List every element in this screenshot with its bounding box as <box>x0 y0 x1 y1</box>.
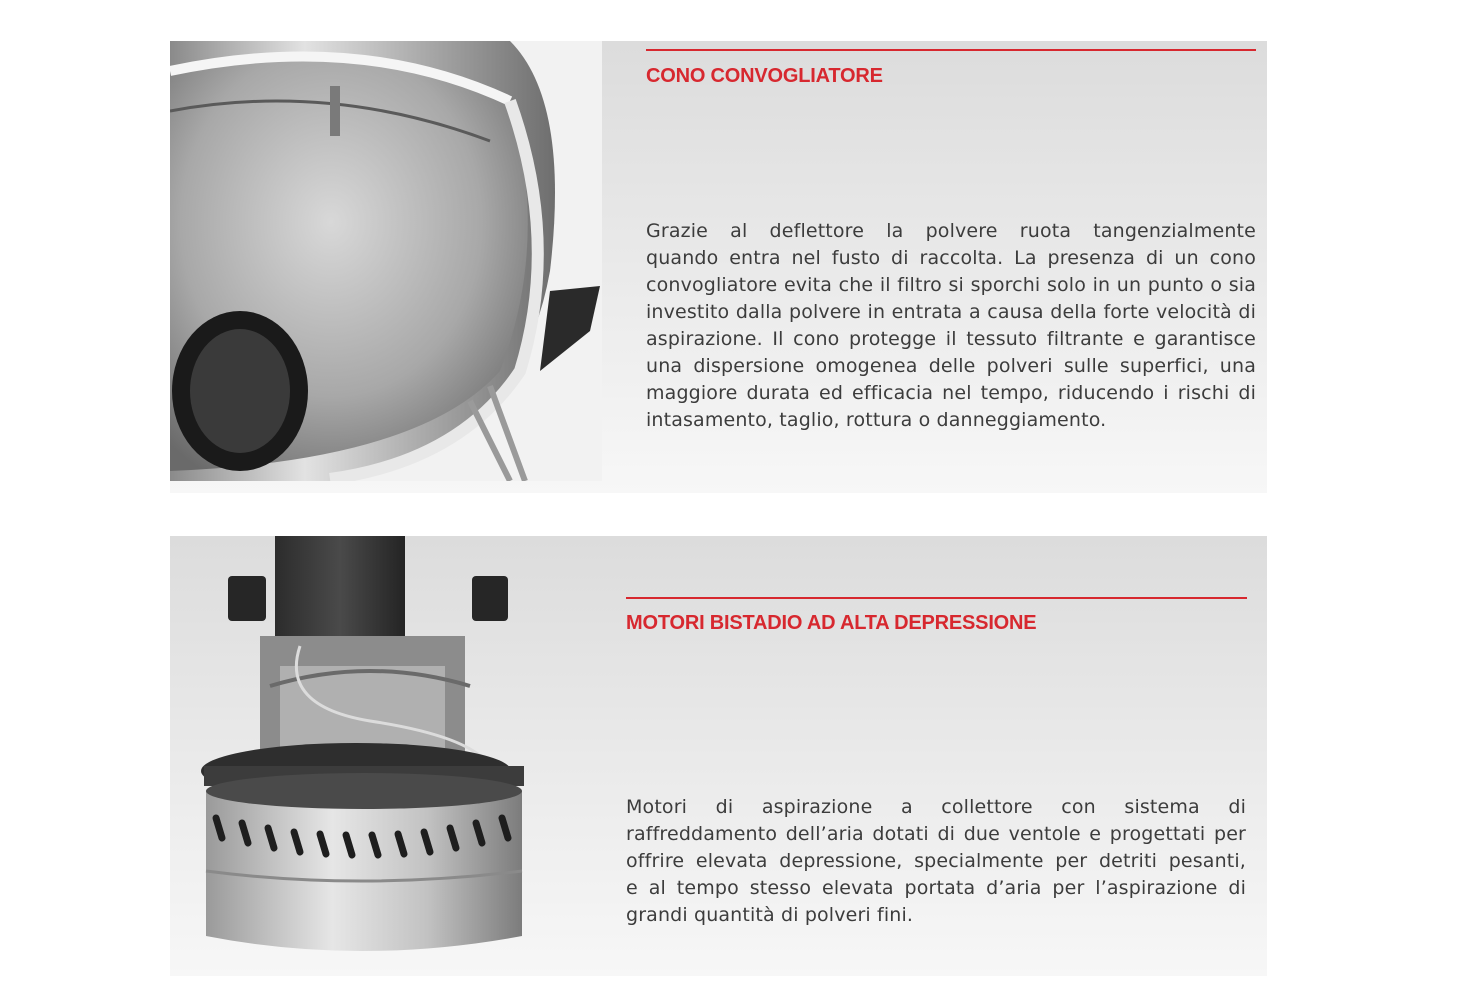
description-line: intasamento, taglio, rottura o danneggiamento. <box>646 409 1107 431</box>
description-line: aspirazione. Il cono protegge il tessuto filtrante e garantisce <box>646 328 1256 350</box>
section-description <box>626 794 1246 929</box>
description-line: Motori di aspirazione a collettore con sistema di <box>626 796 1246 818</box>
description-line: investito dalla polvere in entrata a causa della forte velocità di <box>646 301 1256 323</box>
description-line: offrire elevata depressione, specialmente per detriti pesanti, <box>626 850 1246 872</box>
section-title: MOTORI BISTADIO AD ALTA DEPRESSIONE <box>626 612 1037 634</box>
description-line: e al tempo stesso elevata portata d’aria per l’aspirazione di <box>626 877 1246 899</box>
description-line: quando entra nel fusto di raccolta. La presenza di un cono <box>646 247 1256 269</box>
description-line: convogliatore evita che il filtro si sporchi solo in un punto o sia <box>646 274 1256 296</box>
divider-rule <box>626 597 1247 599</box>
description-line: una dispersione omogenea delle polveri sulle superfici, una <box>646 355 1256 377</box>
divider-rule <box>646 49 1256 51</box>
feature-section-cone <box>170 41 1267 493</box>
feature-section-motor <box>170 536 1267 976</box>
description-line: maggiore durata ed efficacia nel tempo, riducendo i rischi di <box>646 382 1256 404</box>
motor-photo <box>170 536 530 976</box>
section-description <box>646 218 1256 434</box>
section-title: CONO CONVOGLIATORE <box>646 65 883 87</box>
description-line: grandi quantità di polveri fini. <box>626 904 914 926</box>
description-line: raffreddamento dell’aria dotati di due ventole e progettati per <box>626 823 1246 845</box>
cone-photo <box>170 41 602 481</box>
description-line: Grazie al deflettore la polvere ruota tangenzialmente <box>646 220 1256 242</box>
